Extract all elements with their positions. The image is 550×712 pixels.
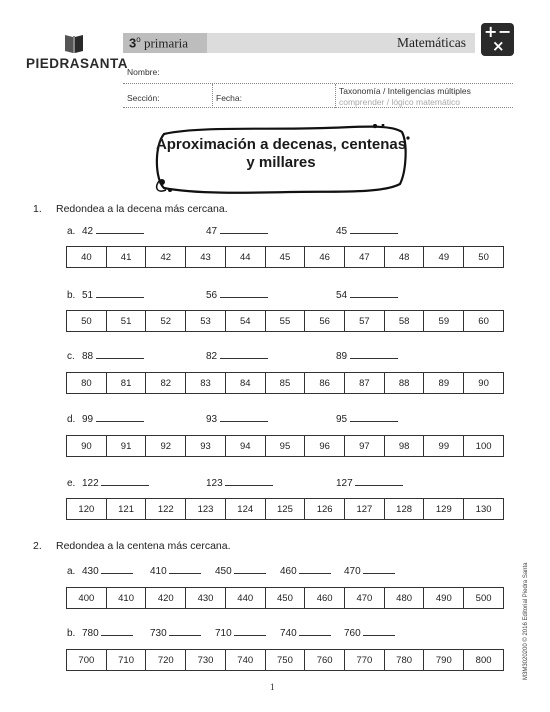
q1-part-label: d. (67, 414, 76, 425)
number-cell: 130 (464, 499, 504, 520)
number-line-table (66, 246, 504, 268)
q1-item: 45 (336, 226, 398, 237)
number-line-table (66, 435, 504, 457)
number-cell: 56 (305, 311, 345, 332)
answer-blank[interactable] (101, 635, 133, 636)
answer-blank[interactable] (220, 358, 268, 359)
worksheet-title: Aproximación a decenas, centenas y millares (155, 136, 407, 171)
number-cell: 85 (265, 373, 305, 394)
date-label: Fecha: (216, 93, 242, 103)
number-cell: 790 (424, 650, 464, 671)
number-cell: 123 (186, 499, 226, 520)
answer-blank[interactable] (169, 573, 201, 574)
q1-item: 56 (206, 290, 268, 301)
number-cell: 47 (345, 247, 385, 268)
number-cell: 55 (265, 311, 305, 332)
number-cell: 127 (345, 499, 385, 520)
answer-blank[interactable] (169, 635, 201, 636)
q1-item: 127 (336, 478, 403, 489)
number-cell: 91 (106, 436, 146, 457)
answer-blank[interactable] (101, 573, 133, 574)
number-cell: 43 (186, 247, 226, 268)
q2-item: 740 (280, 628, 331, 639)
number-line-table (66, 372, 504, 394)
number-cell: 740 (225, 650, 265, 671)
number-cell: 750 (265, 650, 305, 671)
q1-item: 88 (82, 351, 144, 362)
number-cell: 50 (67, 311, 107, 332)
number-cell: 100 (464, 436, 504, 457)
number-cell: 58 (384, 311, 424, 332)
number-line-table (66, 310, 504, 332)
number-cell: 59 (424, 311, 464, 332)
number-cell: 90 (464, 373, 504, 394)
number-cell: 86 (305, 373, 345, 394)
number-cell: 44 (225, 247, 265, 268)
question-1-text: Redondea a la decena más cercana. (56, 203, 228, 215)
answer-blank[interactable] (350, 421, 398, 422)
number-cell: 121 (106, 499, 146, 520)
q1-item: 93 (206, 414, 268, 425)
q2-item: 730 (150, 628, 201, 639)
q2-item: 780 (82, 628, 133, 639)
number-cell: 97 (345, 436, 385, 457)
answer-blank[interactable] (363, 573, 395, 574)
copyright-side-text: M3M3020200 © 2016 Editorial Piedra Santa (523, 562, 529, 680)
answer-blank[interactable] (234, 573, 266, 574)
number-cell: 45 (265, 247, 305, 268)
number-cell: 94 (225, 436, 265, 457)
q1-item: 42 (82, 226, 144, 237)
grade-label: 3$^o$ primaria (123, 33, 207, 53)
number-cell: 800 (464, 650, 504, 671)
number-cell: 51 (106, 311, 146, 332)
q1-item: 95 (336, 414, 398, 425)
answer-blank[interactable] (96, 358, 144, 359)
q1-item: 54 (336, 290, 398, 301)
answer-blank[interactable] (299, 635, 331, 636)
number-cell: 129 (424, 499, 464, 520)
number-cell: 93 (186, 436, 226, 457)
number-cell: 460 (305, 588, 345, 609)
number-cell: 81 (106, 373, 146, 394)
answer-blank[interactable] (350, 233, 398, 234)
number-cell: 46 (305, 247, 345, 268)
number-cell: 470 (345, 588, 385, 609)
q2-item: 470 (344, 566, 395, 577)
answer-blank[interactable] (234, 635, 266, 636)
q2-item: 410 (150, 566, 201, 577)
math-operations-icon: + − × (481, 23, 514, 56)
number-cell: 49 (424, 247, 464, 268)
number-cell: 42 (146, 247, 186, 268)
answer-blank[interactable] (225, 485, 273, 486)
taxonomy-value: comprender / lógico matemático (339, 97, 460, 107)
number-cell: 99 (424, 436, 464, 457)
number-cell: 92 (146, 436, 186, 457)
q2-item: 460 (280, 566, 331, 577)
number-cell: 53 (186, 311, 226, 332)
number-line-table (66, 587, 504, 609)
answer-blank[interactable] (96, 297, 144, 298)
answer-blank[interactable] (355, 485, 403, 486)
q2-part-label: a. (67, 566, 76, 577)
number-line-table (66, 498, 504, 520)
number-cell: 440 (225, 588, 265, 609)
number-cell: 83 (186, 373, 226, 394)
q2-item: 430 (82, 566, 133, 577)
number-cell: 88 (384, 373, 424, 394)
number-cell: 770 (345, 650, 385, 671)
answer-blank[interactable] (363, 635, 395, 636)
q2-part-label: b. (67, 628, 76, 639)
number-cell: 95 (265, 436, 305, 457)
question-2-number: 2. (33, 540, 42, 552)
number-cell: 500 (464, 588, 504, 609)
q2-item: 710 (215, 628, 266, 639)
number-cell: 410 (106, 588, 146, 609)
subject-title: Matemáticas (397, 35, 466, 50)
number-cell: 80 (67, 373, 107, 394)
publisher-logo: PIEDRASANTA (26, 56, 129, 71)
q1-item: 99 (82, 414, 144, 425)
number-cell: 52 (146, 311, 186, 332)
number-cell: 480 (384, 588, 424, 609)
number-cell: 48 (384, 247, 424, 268)
number-cell: 710 (106, 650, 146, 671)
number-cell: 41 (106, 247, 146, 268)
q1-item: 47 (206, 226, 268, 237)
answer-blank[interactable] (350, 358, 398, 359)
number-cell: 700 (67, 650, 107, 671)
number-cell: 490 (424, 588, 464, 609)
name-row (123, 60, 513, 84)
number-cell: 120 (67, 499, 107, 520)
book-logo-icon (64, 32, 84, 54)
answer-blank[interactable] (350, 297, 398, 298)
answer-blank[interactable] (220, 233, 268, 234)
number-cell: 125 (265, 499, 305, 520)
number-cell: 420 (146, 588, 186, 609)
q1-item: 123 (206, 478, 273, 489)
number-cell: 400 (67, 588, 107, 609)
number-cell: 89 (424, 373, 464, 394)
number-cell: 128 (384, 499, 424, 520)
q1-part-label: a. (67, 226, 76, 237)
answer-blank[interactable] (220, 421, 268, 422)
number-cell: 82 (146, 373, 186, 394)
q1-item: 89 (336, 351, 398, 362)
divider (212, 84, 213, 108)
q1-item: 51 (82, 290, 144, 301)
answer-blank[interactable] (96, 421, 144, 422)
number-cell: 40 (67, 247, 107, 268)
number-cell: 430 (186, 588, 226, 609)
number-cell: 760 (305, 650, 345, 671)
number-cell: 124 (225, 499, 265, 520)
number-cell: 122 (146, 499, 186, 520)
number-cell: 90 (67, 436, 107, 457)
number-cell: 60 (464, 311, 504, 332)
q1-part-label: e. (67, 478, 76, 489)
number-cell: 730 (186, 650, 226, 671)
number-cell: 87 (345, 373, 385, 394)
q1-item: 122 (82, 478, 149, 489)
page-number: 1 (270, 682, 275, 692)
number-cell: 57 (345, 311, 385, 332)
number-line-table (66, 649, 504, 671)
taxonomy-label: Taxonomía / Inteligencias múltiples (339, 86, 471, 96)
number-cell: 720 (146, 650, 186, 671)
number-cell: 98 (384, 436, 424, 457)
q2-item: 450 (215, 566, 266, 577)
answer-blank[interactable] (299, 573, 331, 574)
number-cell: 780 (384, 650, 424, 671)
number-cell: 50 (464, 247, 504, 268)
number-cell: 54 (225, 311, 265, 332)
number-cell: 96 (305, 436, 345, 457)
q1-item: 82 (206, 351, 268, 362)
answer-blank[interactable] (96, 233, 144, 234)
number-cell: 126 (305, 499, 345, 520)
answer-blank[interactable] (101, 485, 149, 486)
q2-item: 760 (344, 628, 395, 639)
section-label: Sección: (127, 93, 160, 103)
answer-blank[interactable] (220, 297, 268, 298)
number-cell: 84 (225, 373, 265, 394)
question-1-number: 1. (33, 203, 42, 215)
q1-part-label: b. (67, 290, 76, 301)
number-cell: 450 (265, 588, 305, 609)
name-label: Nombre: (127, 67, 160, 77)
q1-part-label: c. (67, 351, 75, 362)
divider (335, 84, 336, 108)
question-2-text: Redondea a la centena más cercana. (56, 540, 231, 552)
